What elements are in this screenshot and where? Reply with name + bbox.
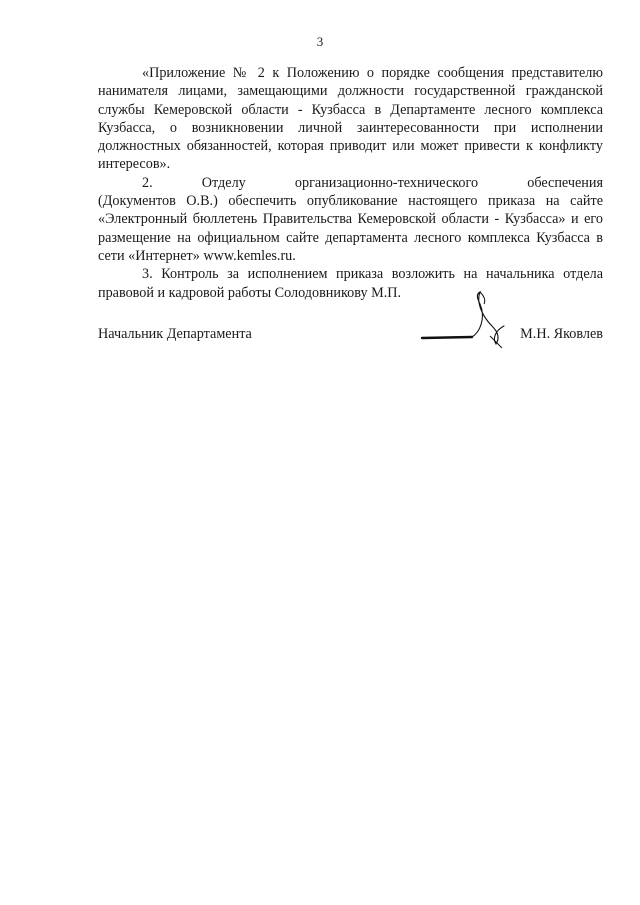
paragraph-2-first-line: 2. Отделу организационно-технического обеспечения [142,174,603,191]
paragraph-2-rest: (Документов О.В.) обеспечить опубликование настоящего приказа на сайте «Электронный бюллетень Правительства Кемеровской области - Кузбасса» и его размещение на официальном сайте департамента лесного комплекса Кузбасса в сети «Интернет» www.kemles.ru. [98,193,603,264]
page-number: 3 [316,34,324,49]
paragraph-appendix-title: «Приложение № 2 к Положению о порядке сообщения представителю нанимателя лицами, замещающими должности государственной гражданской службы Кемеровской области - Кузбасса в Департаменте лесного комплекса Кузбасса, о возникновении личной заинтересованности при исполнении должностных обязанностей, которая приводит или может привести к конфликту интересов». [98,65,603,173]
paragraph-3: 3. Контроль за исполнением приказа возложить на начальника отдела правовой и кадровой работы Солодовникову М.П. [98,266,603,301]
signatory-position: Начальник Департамента [98,326,252,342]
document-body [98,64,603,302]
signatory-name: М.Н. Яковлев [520,326,603,342]
signature-block [98,326,603,350]
